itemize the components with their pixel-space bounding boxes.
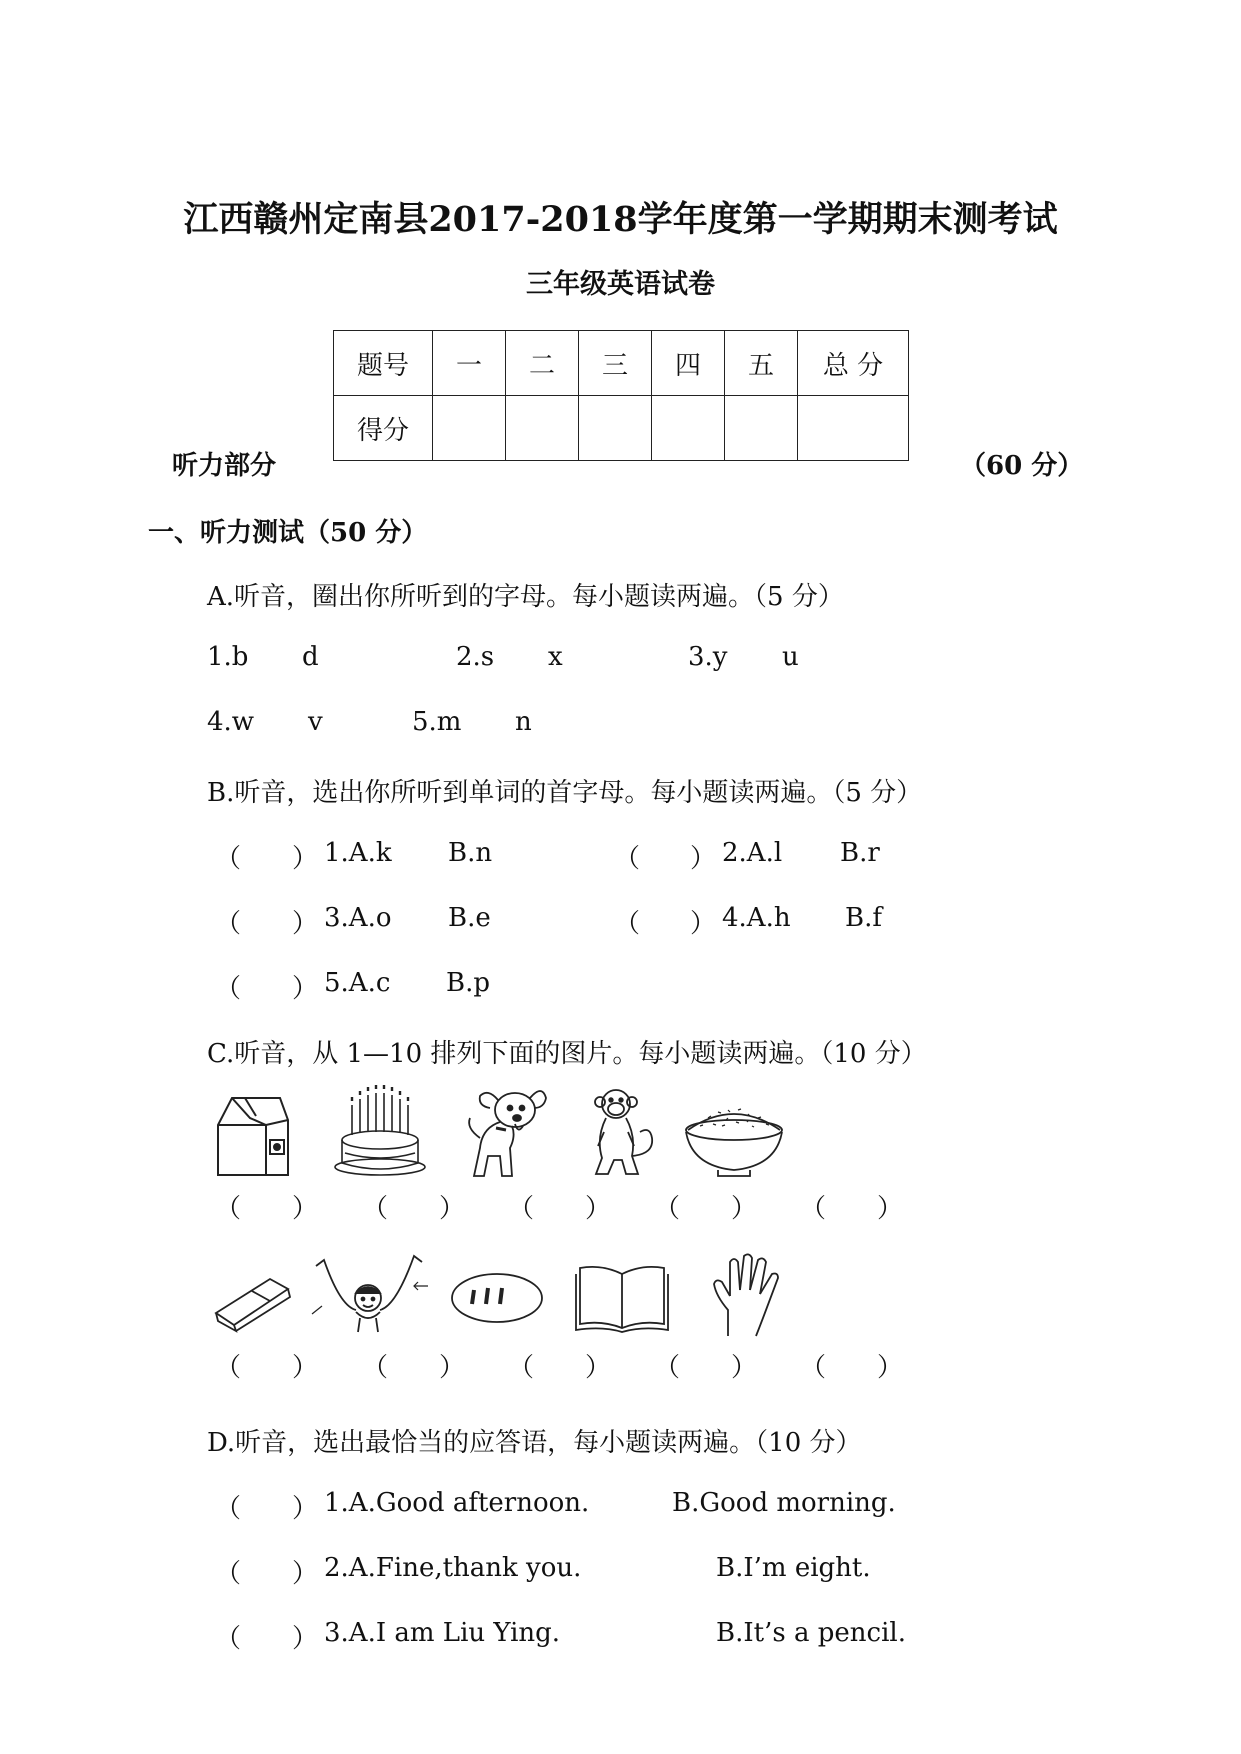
score-table-row-label: 题号 [334, 331, 433, 396]
answer-bracket-open: （ [215, 1353, 242, 1383]
partB-option-b: B.p [446, 968, 491, 998]
answer-bracket-close: ） [877, 1194, 904, 1224]
score-table-column: 四 [652, 331, 725, 396]
answer-bracket-open: （ [215, 909, 242, 939]
answer-bracket-close: ） [292, 1353, 319, 1383]
answer-bracket-close: ） [292, 1494, 319, 1524]
score-table-header-row [334, 331, 909, 396]
partD-option-a: 3.A.I am Liu Ying. [324, 1618, 561, 1648]
answer-bracket-open: （ [508, 1194, 535, 1224]
answer-bracket-open: （ [215, 1624, 242, 1654]
partB-option-b: B.e [448, 903, 491, 933]
score-cell[interactable] [652, 396, 725, 461]
score-cell[interactable] [798, 396, 909, 461]
score-table-column: 二 [506, 331, 579, 396]
partB-option-a: 4.A.h [722, 903, 791, 933]
score-table-column: 三 [579, 331, 652, 396]
score-cell[interactable] [725, 396, 798, 461]
section1-heading: 一、听力测试（50 分） [148, 518, 428, 548]
answer-bracket-open: （ [362, 1194, 389, 1224]
exam-title: 江西赣州定南县2017-2018学年度第一学期期末测考试 [183, 199, 1058, 240]
partD-option-a: 1.A.Good afternoon. [324, 1488, 590, 1518]
partB-option-b: B.r [840, 838, 880, 868]
answer-bracket-close: ） [292, 844, 319, 874]
partB-option-a: 1.A.k [324, 838, 392, 868]
answer-bracket-open: （ [800, 1194, 827, 1224]
answer-bracket-close: ） [292, 1194, 319, 1224]
partA-item-alt: d [302, 642, 319, 672]
answer-bracket-open: （ [800, 1353, 827, 1383]
answer-bracket-open: （ [614, 844, 641, 874]
answer-bracket-open: （ [614, 909, 641, 939]
partD-option-a: 2.A.Fine,thank you. [324, 1553, 582, 1583]
answer-bracket-open: （ [215, 1559, 242, 1589]
arms-up-boy-icon [310, 1250, 432, 1340]
eraser-icon [210, 1265, 295, 1335]
answer-bracket-close: ） [292, 1559, 319, 1589]
answer-bracket-close: ） [585, 1194, 612, 1224]
answer-bracket-close: ） [292, 909, 319, 939]
partA-item-alt: x [548, 642, 563, 672]
partB-option-b: B.n [448, 838, 493, 868]
listening-part-points: （60 分） [960, 451, 1084, 481]
answer-bracket-open: （ [508, 1353, 535, 1383]
answer-bracket-close: ） [877, 1353, 904, 1383]
answer-bracket-open: （ [362, 1353, 389, 1383]
answer-bracket-open: （ [215, 974, 242, 1004]
score-table [333, 330, 909, 461]
score-table-score-row [334, 396, 909, 461]
partC-instruction: C.听音，从 1—10 排列下面的图片。每小题读两遍。（10 分） [207, 1039, 927, 1069]
answer-bracket-open: （ [215, 844, 242, 874]
open-book-icon [574, 1260, 670, 1335]
score-table-row-label: 得分 [334, 396, 433, 461]
partA-item: 2.s [456, 642, 495, 672]
answer-bracket-close: ） [585, 1353, 612, 1383]
partA-item: 1.b [207, 642, 249, 672]
answer-bracket-open: （ [654, 1353, 681, 1383]
partB-instruction: B.听音，选出你所听到单词的首字母。每小题读两遍。（5 分） [207, 778, 923, 808]
partA-item-alt: u [782, 642, 799, 672]
milk-carton-icon [210, 1090, 295, 1180]
score-cell[interactable] [579, 396, 652, 461]
score-table-column: 五 [725, 331, 798, 396]
partB-option-a: 3.A.o [324, 903, 392, 933]
partB-option-a: 5.A.c [324, 968, 391, 998]
score-table-column: 总 分 [798, 331, 909, 396]
answer-bracket-close: ） [731, 1194, 758, 1224]
score-cell[interactable] [506, 396, 579, 461]
answer-bracket-close: ） [292, 974, 319, 1004]
listening-part-label: 听力部分 [172, 451, 277, 481]
answer-bracket-open: （ [215, 1194, 242, 1224]
answer-bracket-close: ） [292, 1624, 319, 1654]
answer-bracket-close: ） [439, 1194, 466, 1224]
answer-bracket-open: （ [654, 1194, 681, 1224]
partD-instruction: D.听音，选出最恰当的应答语，每小题读两遍。（10 分） [207, 1428, 862, 1458]
monkey-icon [580, 1082, 660, 1180]
answer-bracket-close: ） [690, 844, 717, 874]
answer-bracket-close: ） [690, 909, 717, 939]
answer-bracket-open: （ [215, 1494, 242, 1524]
partD-option-b: B.Good morning. [672, 1488, 896, 1518]
exam-subtitle: 三年级英语试卷 [526, 269, 715, 300]
hand-icon [708, 1250, 786, 1340]
answer-bracket-close: ） [731, 1353, 758, 1383]
bread-icon [448, 1268, 546, 1328]
score-table-column: 一 [433, 331, 506, 396]
partA-instruction: A.听音，圈出你所听到的字母。每小题读两遍。（5 分） [207, 582, 844, 612]
dog-icon [460, 1078, 550, 1183]
partA-item-alt: n [515, 707, 532, 737]
answer-bracket-close: ） [439, 1353, 466, 1383]
partA-item-alt: v [308, 707, 323, 737]
rice-bowl-icon [678, 1090, 790, 1180]
partD-option-b: B.It’s a pencil. [716, 1618, 906, 1648]
partA-item: 4.w [207, 707, 255, 737]
score-cell[interactable] [433, 396, 506, 461]
partB-option-a: 2.A.l [722, 838, 783, 868]
birthday-cake-icon [330, 1085, 430, 1180]
partD-option-b: B.I’m eight. [716, 1553, 871, 1583]
partB-option-b: B.f [845, 903, 882, 933]
partA-item: 5.m [412, 707, 462, 737]
partA-item: 3.y [688, 642, 728, 672]
